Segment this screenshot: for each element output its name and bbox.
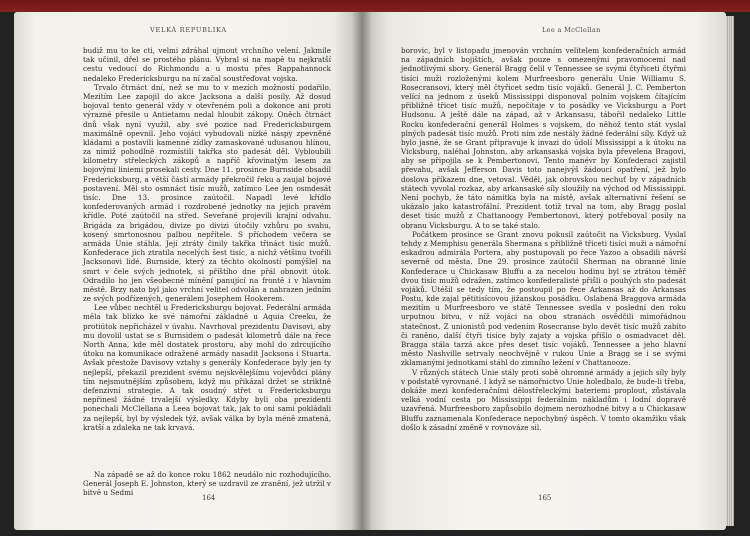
section-break	[83, 432, 331, 470]
running-head-right: Lee a McClellan	[542, 26, 601, 34]
paragraph: V různých státech Unie stály proti sobě ohromné armády a jejich síly byly v podstatě vyrovnané. I když se námořnictvo Unie holedbalo, že bude-li třeba, dokáže mezi konfederačními dělostřeleckými bateriemi proplout, zůstávala velká vodní cesta po Mississippi federálním nákladům i lodní dopravě uzavřená. Murfreesboro zapůsobilo dojmem nerozhodné bitvy a u Chickasaw Bluffu zaznamenala Konfederace nepochybný úspěch. V tomto okamžiku však došlo k zásadní změně v rovnováze sil.	[401, 367, 686, 432]
paragraph: Počátkem prosince se Grant znovu pokusil zaútočit na Vicksburg. Vyslal tehdy z Memphisu generála Shermana s přibližně třiceti tisíci muži a námořní eskadrou admirála Portera, aby postupovali po řece Yazoo a obsadili návrší severně od města. Dne 29. prosince zaútočil Sherman na obranné linie Konfederace u Chickasaw Bluffu a za necelou hodinu byl se ztrátou téměř dvou tisíc mužů odražen, zatímco konfederalisté přišli o pouhých sto padesát vojáků. Utéšil se tedy tím, že postoupil po řece Arkansas až do Arkansas Postu, kde zajal pětitisícovou jižanskou posádku. Oslabená Braggova armáda mezitím u Murfreesboro ve státě Tennessee svedla v poslední den roku urputnou bitvu, v níž vojáci na obou stranách osvědčili mimořádnou statečnost. Z unionistů pod vedením Rosecranse bylo devět tisíc mužů zabito či raněno, další čtyři tisíce byly zajaty a vojska přišlo o osmadvacet děl. Bragga stála tarzá akce přes deset tisíc vojáků. Tennessee a jeho hlavní město Nashville setrvaly neochvějně v rukou Unie a Bragg se i se svými zklamanými jednotkami stáhl do zimního ležení v Chattanooze.	[401, 229, 686, 368]
page-number-left: 164	[202, 493, 216, 502]
page-edges	[726, 16, 734, 526]
left-page	[14, 12, 362, 530]
paragraph: borovic, byl v listopadu jmenován vrchním velitelem konfederačních armád na západních bojištích, avšak pouze s omezenými pravomocemi nad jednotlivými sbory. Generál Bragg čelil v Tennessee se svými čtyřiceti čtyřmi tisíci muži rozloženými kolem Murfreesboro generálu Unie Williamu S. Rosecransovi, který měl čtyřicet sedm tisíc vojáků. Generál J. C. Pemberton velící na jednom z úseků Mississippi disponoval polním vojskem čítajícím přibližně třicet tisíc mužů, nepočítaje v to posádky ve Vicksburgu a Port Hudsonu. A ještě dále na západ, až v Arkansasu, tábořil nedaleko Little Rocku konfederační generál Holmes s vojskem, do něhož tento stát vyslal plných padesát tisíc mužů. Proti nim zde nestály žádné federální síly. Když už bylo jasné, že se Grant připravuje k invazi do údolí Mississippi a k útoku na Vicksburg, naléhal Johnston, aby arkansaská vojska byla převelena Bragovi, aby se připojila se k Pembertonovi. Tento manévr by Konfederaci zajistil převahu, avšak Jefferson Davis toto nanejvýš žádoucí opatření, jež bylo doslova příkazem dne, vetoval. Věděl, jak obrovskou nechuť by v západních státech vyvolal rozkaz, aby arkansaské síly sloužily na východ od Mississippi. Není pochyb, že táto námitka byla na místě, avšak alternativní řešení se ukázalo jako katastrofální. Prezident totiž trval na tom, aby Bragg poslal deset tisíc mužů z Chattanoogy Pembertonovi, který potřeboval posily na obranu Vicksburgu. A to se také stalo.	[401, 46, 686, 230]
paragraph: Na západě se až do konce roku 1862 neudálo nic rozhodujícího. Generál Joseph E. Johnston, který se uzdravil ze zranění, jež utržil v bitvě u Sedmi	[83, 469, 331, 498]
running-head-left: VELKÁ REPUBLIKA	[150, 26, 227, 34]
right-page	[362, 12, 726, 530]
paragraph: Trvalo čtrnáct dní, než se mu to v mezích možností podařilo. Mezitím Lee zapojil do akce Jacksona a další posily. Až dosud bojoval tento generál vždy v otevřeném poli a dokonce ani proti výrazné přesile u Antietamu nedal hloubit zákopy. Oněch čtrnáct dnů však nyní využil, aby své pozice nad Fredericksburgem maximálně opevnil. Jeho vojáci vybudovali nízké náspy zpevněné kládami a postavili kamenné zídky zamaskované udusanou hlínou, za nimiž pohodlně rozmístili takřka sto padesát děl. Vybloubili kilometry střeleckých zákopů a napříč křovinatým lesem za bojovými liniemi prosekali cesty. Dne 11. prosince Burnside obsadil Fredericksburg, a větší částí armády překročil řeku a zaujal bojové postavení. Měl sto osmnáct tisíc mužů, zatímco Lee jen osmdesát tisíc. Dne 13. prosince zaútočil. Napadl levé křídlo konfederovaných armád i rozdrobené jednotky na jejich pravém křídle. Poté zaútočil na střed. Seveřané projevili krajní odvahu. Brigáda za brigádou, divize po divizi útočily vzhůru po svahu, kosený smrtonosnou palbou nepřítele. S příchodem večera se armáda Unie stáhla. Její ztráty činily takřka třináct tisíc mužů. Konfederace jich ztratila necelých šest tisíc, a nichž většinu tvořili Jacksonovi lidé. Burnside, který za těchto okolností pomýšlel na smrt v čele svých jednotek, si příštího dne přál obnovit útok. Odradilo ho jen všeobecné mínění panující na frontě i v hlavním městě. Brzy nato byl jako vrchní velitel odvolán a nahrazen jedním ze svých podřízených, generálem Josephem Hookerem.	[83, 82, 331, 304]
paragraph: Lee vůbec nechtěl u Fredericksburgu bojovat. Federální armáda měla tak blízko ke své námořní základně u Aquia Creeku, že protiútok nepřicházel v úvahu. Navrhoval prezidentu Davisovi, aby mu dovolil ustat se s Burnsidem o padesát kilometrů dále na řece North Anna, kde měl dostatek prostoru, aby mohl do zdrcujícího útoku na komunikace odražené armády nasadit Jacksona i Stuarta. Avšak přestože Davisovy vztahy s generály Konfederace byly jen ty nejlepší, překazil prezident svému nejskvělejšímu vojevůdci plány tím nejsmutnějším způsobem, když mu přikázal držet se striktně defenzivní strategie. A tak osudný střet u Fredericksburgu nepřinesl žádné trvalejší výsledky. Kdyby byli oba prezidenti ponechali McClellana a Leea bojovat tak, jak to oni sami pokládali za nejlepší, byl by výsledek týž, avšak válka by byla méně zmatená, kratší a zdaleka ne tak krvavá.	[83, 303, 331, 432]
open-book	[0, 6, 744, 534]
paragraph: budiž mu to ke cti, velmi zdráhal ujmout vrchního velení. Jakmile tak učinil, dřel se prostého plánu. Vybral si na mapě tu nejkratší cestu vedoucí do Richmondu a u mostu přes Rappahannock nedaleko Fredericksburgu na ní začal soustřeďovat vojska.	[83, 46, 331, 83]
page-number-right: 165	[538, 493, 552, 502]
